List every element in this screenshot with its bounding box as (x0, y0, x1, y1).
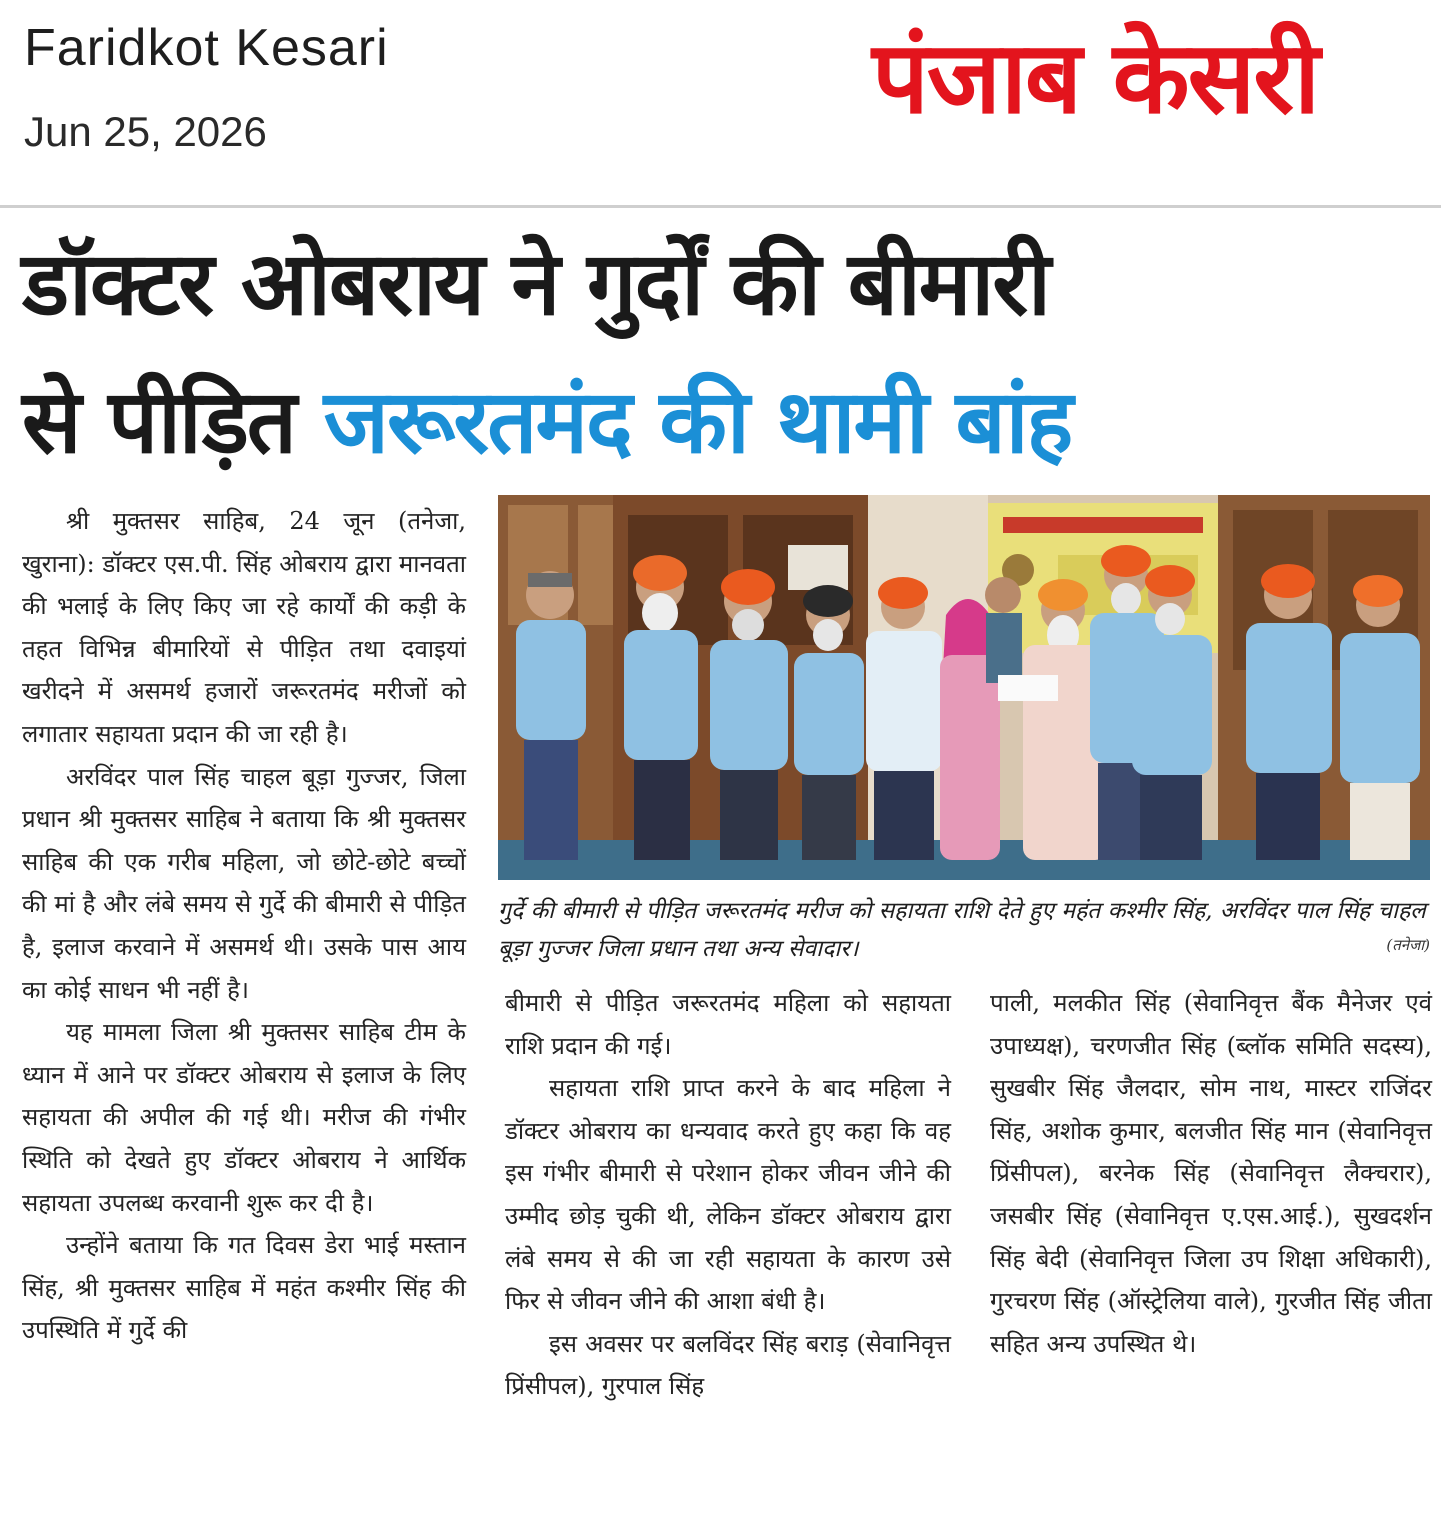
headline-line-2-blue: जरूरतमंद की थामी बांह (323, 370, 1072, 473)
article-paragraph: श्री मुक्तसर साहिब, 24 जून (तनेजा, खुराना): डॉक्टर एस.पी. सिंह ओबराय द्वारा मानवता की भलाई के लिए किए जा रहे कार्यों की कड़ी के तहत विभिन्न बीमारियों से पीड़ित तथा दवाइयां खरीदने में असमर्थ हजारों जरूरतमंद मरीजों को लगातार सहायता प्रदान की जा रही है। (22, 507, 466, 748)
article-paragraph: अरविंदर पाल सिंह चाहल बूड़ा गुज्जर, जिला प्रधान श्री मुक्तसर साहिब ने बताया कि श्री मुक्तसर साहिब की एक गरीब महिला, जो छोटे-छोटे बच्चों की मां है और लंबे समय से गुर्दे की बीमारी से पीड़ित है, इलाज करवाने में असमर्थ थी। उसके पास आय का कोई साधन भी नहीं है। (22, 762, 466, 1004)
article-paragraph: उन्होंने बताया कि गत दिवस डेरा भाई मस्तान सिंह, श्री मुक्तसर साहिब में महंत कश्मीर सिंह की उपस्थिति में गुर्दे की (22, 1231, 466, 1345)
article-paragraph: यह मामला जिला श्री मुक्तसर साहिब टीम के ध्यान में आने पर डॉक्टर ओबराय से इलाज के लिए सहायता की अपील की गई थी। मरीज की गंभीर स्थिति को देखते हुए डॉक्टर ओबराय ने आर्थिक सहायता उपलब्ध करवानी शुरू कर दी है। (22, 1018, 466, 1217)
headline-line-2 (22, 370, 1422, 473)
article-column-2 (505, 982, 951, 1408)
news-photo (498, 495, 1430, 880)
header-divider (0, 205, 1441, 208)
article-paragraph: इस अवसर पर बलविंदर सिंह बराड़ (सेवानिवृत्त प्रिंसीपल), गुरपाल सिंह (505, 1329, 951, 1401)
edition-name: Faridkot Kesari (24, 19, 389, 77)
photo-credit: (तनेजा) (1386, 936, 1430, 954)
article-paragraph: बीमारी से पीड़ित जरूरतमंद महिला को सहायता राशि प्रदान की गई। (505, 989, 951, 1060)
headline-line-2-dark: से पीड़ित (22, 370, 295, 473)
photo-caption-text: गुर्दे की बीमारी से पीड़ित जरूरतमंद मरीज को सहायता राशि देते हुए महंत कश्मीर सिंह, अरविंदर पाल सिंह चाहल बूड़ा गुज्जर जिला प्रधान तथा अन्य सेवादार। (498, 898, 1426, 962)
article-column-3 (990, 982, 1432, 1365)
publication-date: Jun 25, 2026 (24, 108, 267, 155)
photo-caption (498, 892, 1430, 968)
newspaper-masthead: पंजाब केसरी (871, 19, 1318, 136)
headline-line-1: डॉक्टर ओबराय ने गुर्दों की बीमारी (22, 232, 1049, 335)
article-column-1 (22, 500, 466, 1352)
article-paragraph: सहायता राशि प्राप्त करने के बाद महिला ने डॉक्टर ओबराय का धन्यवाद करते हुए कहा कि वह इस गंभीर बीमारी से परेशान होकर जीवन जीने की उम्मीद छोड़ चुकी थी, लेकिन डॉक्टर ओबराय द्वारा लंबे समय से की जा रही सहायता के कारण उसे फिर से जीवन जीने की आशा बंधी है। (505, 1074, 951, 1316)
article-paragraph: पाली, मलकीत सिंह (सेवानिवृत्त बैंक मैनेजर एवं उपाध्यक्ष), चरणजीत सिंह (ब्लॉक समिति सदस्य), सुखबीर सिंह जैलदार, सोम नाथ, मास्टर राजिंदर सिंह, अशोक कुमार, बलजीत सिंह मान (सेवानिवृत्त प्रिंसीपल), बरनेक सिंह (सेवानिवृत्त लैक्चरार), जसबीर सिंह (सेवानिवृत्त ए.एस.आई.), सुखदर्शन सिंह बेदी (सेवानिवृत्त जिला उप शिक्षा अधिकारी), गुरचरण सिंह (ऑस्ट्रेलिया वाले), गुरजीत सिंह जीता सहित अन्य उपस्थित थे। (990, 989, 1432, 1358)
